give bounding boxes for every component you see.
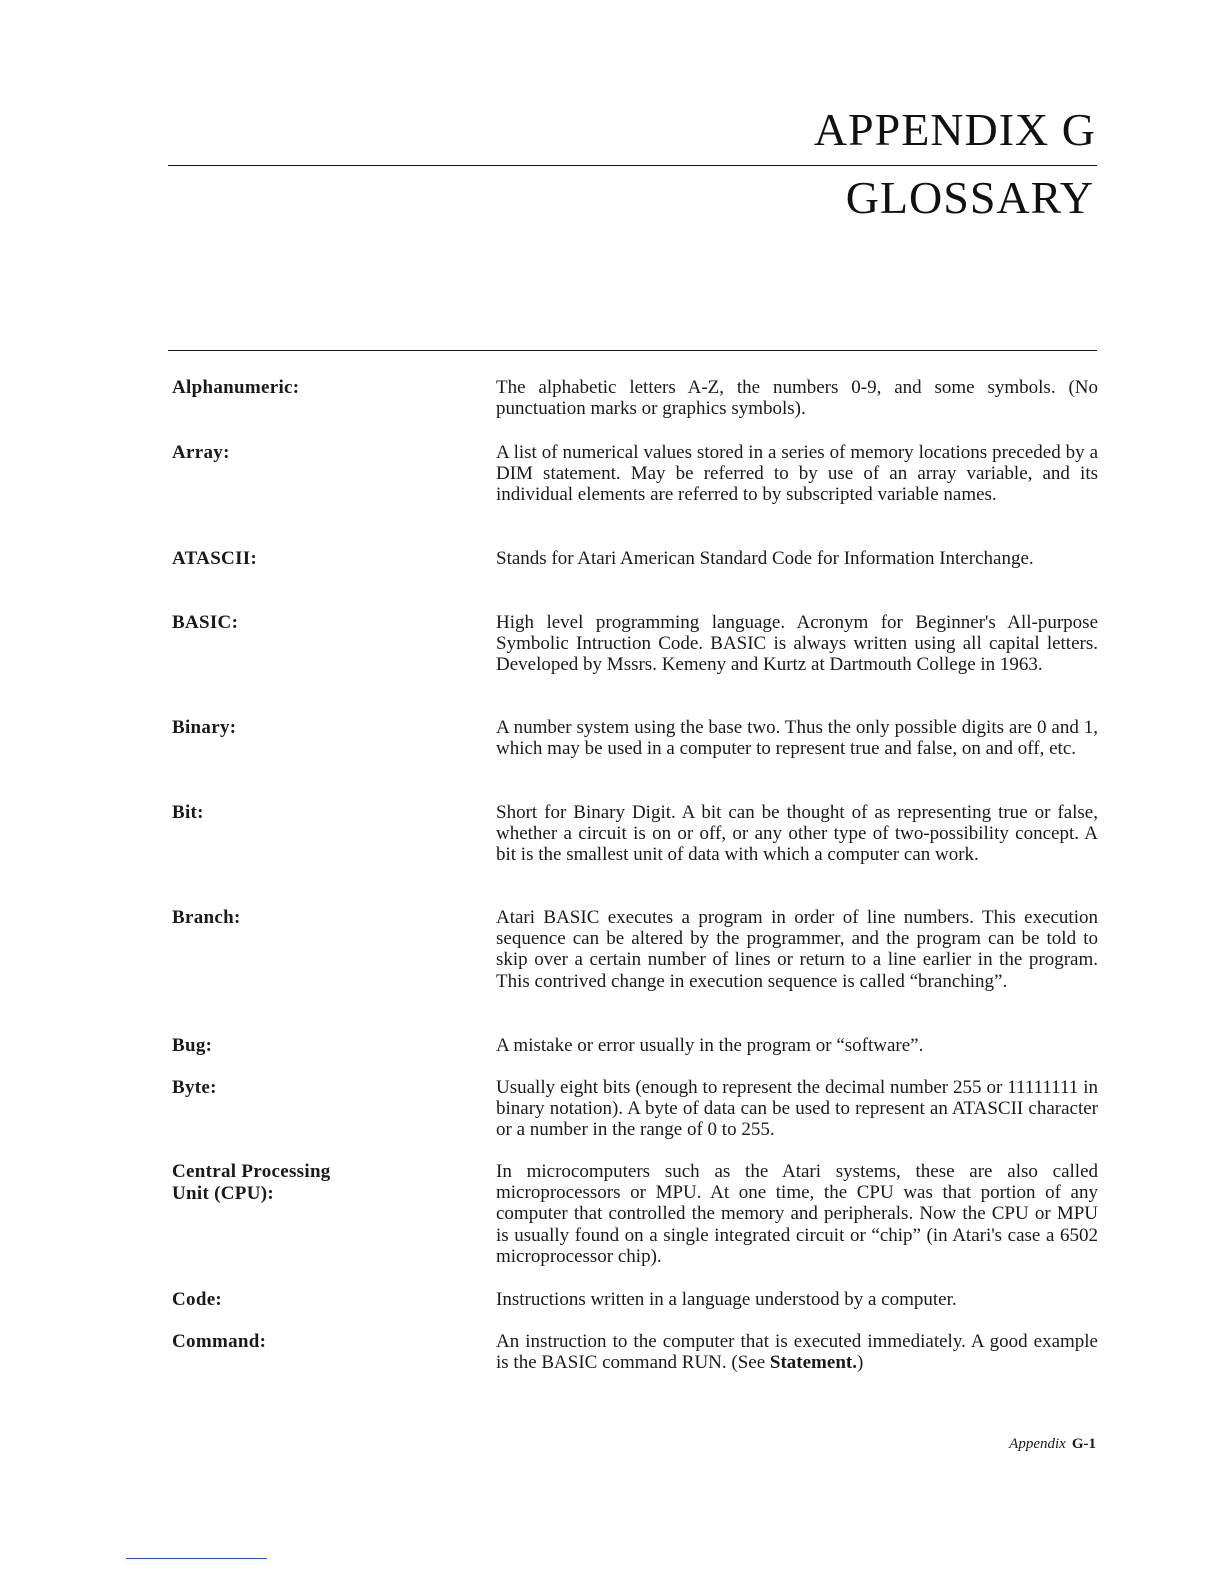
term: Branch: [172, 907, 241, 928]
section-rule [168, 350, 1097, 351]
page-title: GLOSSARY [845, 172, 1094, 223]
term: Central Processing Unit (CPU): [172, 1161, 331, 1204]
definition: A number system using the base two. Thus the only possible digits are 0 and 1, which may be used in a computer to represent true and false, on and off, etc. [496, 717, 1098, 760]
appendix-title: APPENDIX G [813, 104, 1096, 155]
term: BASIC: [172, 612, 239, 633]
definition: Atari BASIC executes a program in order of line numbers. This execution sequence can be altered by the programmer, and the program can be told to skip over a certain number of lines or return to a line earlier in the program. This contrived change in execution sequence is called “branching”. [496, 907, 1098, 992]
cross-reference: Statement. [769, 1352, 857, 1374]
term: Command: [172, 1331, 267, 1352]
page-number: G-1 [1071, 1436, 1096, 1452]
term: Bit: [172, 802, 204, 823]
definition: In microcomputers such as the Atari systems, these are also called microprocessors or MPU. At one time, the CPU was that portion of any computer that controlled the memory and peripherals. Now the CPU or MPU is usually found on a single integrated circuit or “chip” (in Atari's case a 6502 microprocessor chip). [496, 1161, 1098, 1267]
term: Code: [172, 1289, 223, 1310]
term: Alphanumeric: [172, 377, 300, 398]
definition: Short for Binary Digit. A bit can be thought of as representing true or false, whether a circuit is on or off, or any other type of two-possibility concept. A bit is the smallest unit of data with which a computer can work. [496, 802, 1098, 866]
definition: Stands for Atari American Standard Code for Information Interchange. [496, 548, 1034, 569]
page-footer [1009, 1436, 1096, 1453]
definition: Instructions written in a language understood by a computer. [496, 1289, 957, 1310]
term: Byte: [172, 1077, 217, 1098]
definition: The alphabetic letters A-Z, the numbers 0-9, and some symbols. (No punctuation marks or graphics symbols). [496, 377, 1098, 420]
term: Bug: [172, 1035, 213, 1056]
scan-artifact-line [126, 1558, 267, 1559]
term: Binary: [172, 717, 237, 738]
definition-text-end: ) [856, 1352, 864, 1374]
header-rule [168, 165, 1097, 166]
definition: A list of numerical values stored in a series of memory locations preceded by a DIM statement. May be referred to by use of an array variable, and its individual elements are referred to by subscripted variable names. [496, 442, 1098, 506]
definition: High level programming language. Acronym for Beginner's All-purpose Symbolic Intruction Code. BASIC is always written using all capital letters. Developed by Mssrs. Kemeny and Kurtz at Dartmouth College in 1963. [496, 612, 1098, 676]
footer-label: Appendix [1009, 1436, 1066, 1452]
term: Array: [172, 442, 230, 463]
term: ATASCII: [172, 548, 258, 569]
definition-text: An instruction to the computer that is executed immediately. A good example is the BASIC command RUN. (See [496, 1331, 1098, 1374]
definition [496, 1331, 1098, 1373]
definition: Usually eight bits (enough to represent the decimal number 255 or 11111111 in binary notation). A byte of data can be used to represent an ATASCII character or a number in the range of 0 to 255. [496, 1077, 1098, 1141]
definition: A mistake or error usually in the program or “software”. [496, 1035, 924, 1056]
